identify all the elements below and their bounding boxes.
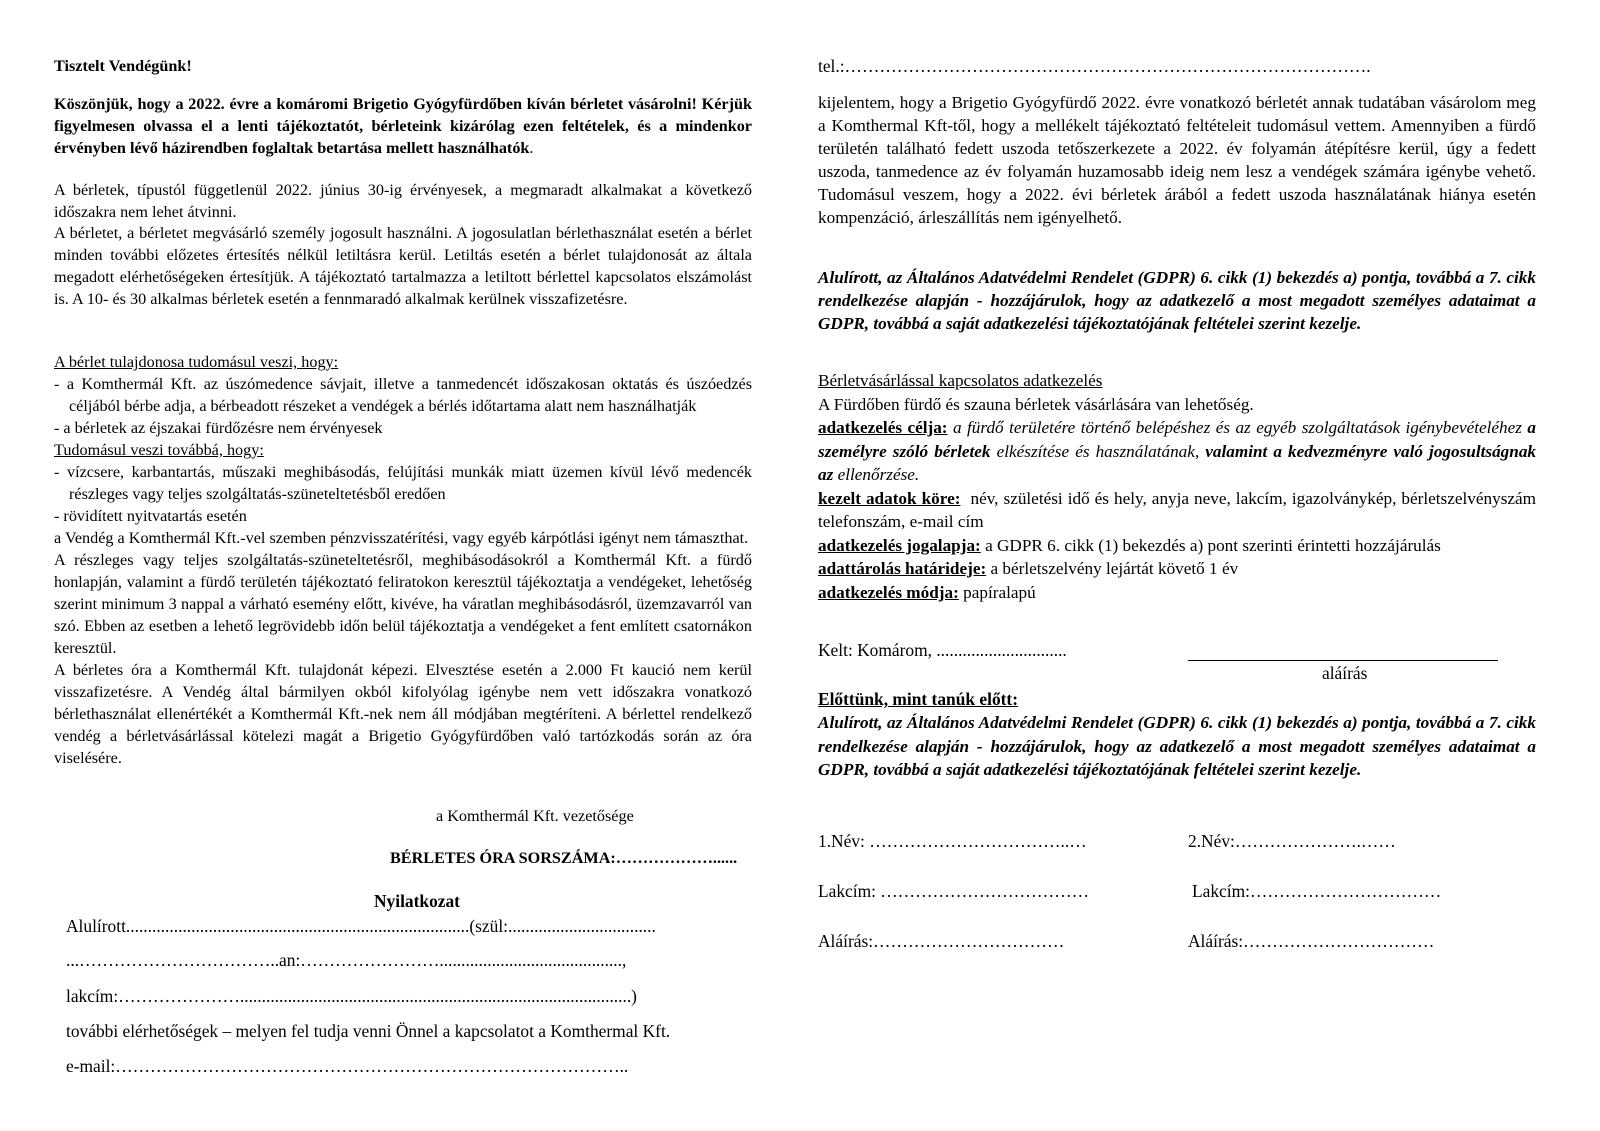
witness1-name[interactable]: 1.Név: ……………………………..…: [818, 831, 1087, 851]
mode-value: papíralapú: [963, 582, 1036, 602]
declaration-paragraph: kijelentem, hogy a Brigetio Gyógyfürdő 2022. évre vonatkozó bérletét annak tudatában vásárolom meg a Komthermal Kft-től, hogy a mellékelt tájékoztató feltételeit tudomásul vettem. Amennyiben a fürdő területén található fedett uszoda tetőszerkezete a 2022. év folyamán átépítésre kerül, úgy a fedett uszoda, tanmedence az év folyamán huzamosabb ideig nem lesz a vendégek számára igénybe vehető. Tudomásul veszem, hogy a 2022. évi bérletek árából a fedett uszoda használatának hiánya esetén kompenzáció, árleszállítás nem igényelhető.: [818, 93, 1536, 227]
data-heading: Bérletvásárlással kapcsolatos adatkezelés: [818, 371, 1103, 390]
intro-bold: Köszönjük, hogy a 2022. évre a komáromi Brigetio Gyógyfürdőben kíván bérletet vásárolni! Kérjük figyelmesen olvassa el a lenti tájékoztatót, bérleteink kizárólag ezen feltételek, és a mindenkor érvényben lévő házirendben foglaltak betartása mellett használhatók: [54, 95, 752, 157]
legal-row: [818, 534, 1536, 558]
signature-label: aláírás: [1322, 663, 1368, 683]
data-intro: A Fürdőben fürdő és szauna bérletek vásárlására van lehetőség.: [818, 394, 1254, 414]
form-line-email[interactable]: e-mail:……………………………………………………………………………..: [66, 1056, 629, 1076]
scope-row: [818, 487, 1536, 534]
management-signature: a Komthermál Kft. vezetősége: [436, 807, 634, 825]
also-heading: Tudomásul veszi továbbá, hogy:: [54, 441, 264, 459]
purpose-c: elkészítése és használatának,: [996, 441, 1200, 461]
no-claim-paragraph: a Vendég a Komthermál Kft.-vel szemben pénzvisszatérítési, vagy egyéb kárpótlási igényt nem támaszthat.: [54, 529, 749, 547]
form-line-address[interactable]: lakcím:…………………..........................................................................................): [66, 986, 637, 1006]
partial-paragraph: A részleges vagy teljes szolgáltatás-szüneteltetésről, meghibásodásokról a Komthermál Kft. a fürdő honlapján, valamint a fürdő területén tájékoztató feliratokon keresztül tájékoztatja a vendégeket, lehetőség szerint minimum 3 nappal a várható esemény előtt, kivéve, ha váratlan meghibásodásról, üzemzavarról van szó. Ebben az esetben a lehető legrövidebb időn belül tájékoztatja a vendégeket a fent említett csatornákon keresztül.: [54, 551, 752, 657]
greeting: Tisztelt Vendégünk!: [54, 57, 192, 75]
data-handling-section: [818, 369, 1536, 604]
retention-row: [818, 557, 1536, 581]
witness-gdpr: Alulírott, az Általános Adatvédelmi Rendelet (GDPR) 6. cikk (1) bekezdés a) pontja, továbbá a 7. cikk rendelkezése alapján - hozzájárulok, hogy az adatkezelő a most megadott személyes adataimat a GDPR, továbbá a saját adatkezelési tájékoztatójának feltételei szerint kezelje.: [818, 713, 1536, 779]
legal-label: adatkezelés jogalapja:: [818, 535, 981, 555]
owner-section: [54, 351, 752, 769]
form-line-contacts: további elérhetőségek – melyen fel tudja venni Önnel a kapcsolatot a Komthermal Kft.: [66, 1021, 671, 1041]
owner-item: - a Komthermál Kft. az úszómedence sávjait, illetve a tanmedencét időszakosan oktatás és úszóedzés céljából bérbe adja, a bérbeadott részeket a vendégek a bérlés időtartama alatt nem használhatják: [54, 375, 752, 415]
scope-value: név, születési idő és hely, anyja neve, lakcím, igazolványkép, bérletszelvényszám telefonszám, e-mail cím: [818, 488, 1537, 531]
retention-label: adattárolás határideje:: [818, 559, 987, 578]
place-date-field[interactable]: Kelt: Komárom, ..............................: [818, 640, 1067, 660]
owner-item: - a bérletek az éjszakai fürdőzésre nem érvényesek: [54, 419, 383, 437]
witness2-name[interactable]: 2.Név:………………….……: [1188, 831, 1396, 851]
retention-value: a bérletszelvény lejártát követő 1 év: [990, 559, 1239, 578]
phone-field[interactable]: tel.:……………………………………………………………………………….: [818, 56, 1371, 76]
mode-label: adatkezelés módja:: [818, 582, 959, 602]
purpose-b: a személyre szóló bérletek: [818, 418, 1536, 461]
legal-value: a GDPR 6. cikk (1) bekezdés a) pont szerinti érintetti hozzájárulás: [985, 535, 1441, 555]
intro-paragraph: [54, 93, 752, 159]
owner-heading: A bérlet tulajdonosa tudomásul veszi, hogy:: [54, 353, 339, 371]
gdpr-consent: Alulírott, az Általános Adatvédelmi Rendelet (GDPR) 6. cikk (1) bekezdés a) pontja, továbbá a 7. cikk rendelkezése alapján - hozzájárulok, hogy az adatkezelő a most megadott személyes adataimat a GDPR, továbbá a saját adatkezelési tájékoztatójának feltételei szerint kezelje.: [818, 268, 1536, 333]
also-item: - vízcsere, karbantartás, műszaki meghibásodás, felújítási munkák miatt üzemen kívül lévő medencék részleges vagy teljes szolgáltatás-szüneteltetésből eredően: [54, 463, 752, 503]
also-item: - rövidített nyitvatartás esetén: [54, 507, 247, 525]
purpose-row: [818, 416, 1536, 487]
signature-line[interactable]: [1188, 660, 1498, 661]
purpose-label: adatkezelés célja:: [818, 418, 948, 437]
form-line-mother[interactable]: ...……………………………..an:……………………..........................................,: [66, 950, 627, 970]
witness2-address[interactable]: Lakcím:……………………………: [1192, 881, 1442, 901]
watch-paragraph: A bérletes óra a Komthermál Kft. tulajdonát képezi. Elvesztése esetén a 2.000 Ft kaució nem kerül visszafizetésre. A Vendég által bármilyen okból kifolyólag igénybe nem vett időszakra vonatkozó bérlethasználat ellenértékét a Komthermál Kft.-nek nem áll módjában megtéríteni. A bérlettel rendelkező vendég a bérletvásárlással kötelezi magát a Brigetio Gyógyfürdőben való tartózkodás során az óra viselésére.: [54, 661, 752, 767]
witness1-signature[interactable]: Aláírás:……………………………: [818, 931, 1065, 951]
watch-number: BÉRLETES ÓRA SORSZÁMA:………………......: [390, 849, 738, 867]
declaration-title: Nyilatkozat: [374, 891, 460, 911]
validity-paragraph: A bérletek, típustól függetlenül 2022. június 30-ig érvényesek, a megmaradt alkalmakat a következő időszakra nem lehet átvinni.: [54, 181, 752, 221]
purpose-a: a fürdő területére történő belépéshez és az egyéb szolgáltatások igénybevételéhez: [952, 418, 1522, 437]
form-line-name[interactable]: Alulírott...............................................................................(szül:..................................: [66, 916, 656, 936]
witness1-address[interactable]: Lakcím: ………………………………: [818, 881, 1089, 901]
personal-use-paragraph: A bérletet, a bérletet megvásárló személy jogosult használni. A jogosulatlan bérlethasználat esetén a bérlet minden további előzetes értesítés nélkül letiltásra kerül. Letiltás esetén a bérlet tulajdonosát az általa megadott elérhetőségeken értesítjük. A tájékoztató tartalmazza a letiltott bérlettel kapcsolatos elszámolást is. A 10- és 30 alkalmas bérletek esetén a fennmaradó alkalmak kerülnek visszafizetésre.: [54, 224, 752, 308]
scope-label: kezelt adatok köre:: [818, 488, 961, 508]
witness2-signature[interactable]: Aláírás:……………………………: [1188, 931, 1435, 951]
purpose-e: ellenőrzése.: [837, 465, 920, 484]
purpose-d: valamint a kedvezményre való jogosultságnak az: [818, 441, 1537, 484]
witness-heading: Előttünk, mint tanúk előtt:: [818, 689, 1019, 709]
mode-row: [818, 581, 1536, 605]
intro-period: .: [529, 139, 534, 157]
